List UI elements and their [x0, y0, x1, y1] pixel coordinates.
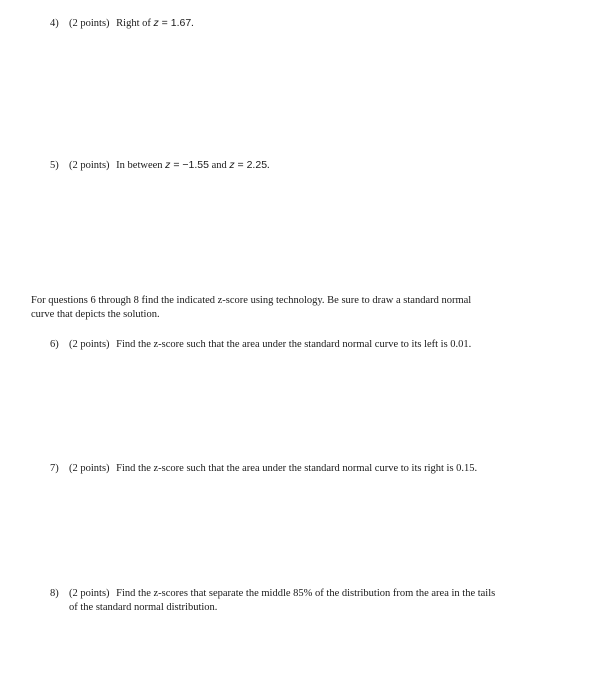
question-number: 6) — [50, 339, 59, 350]
math-expression: z = 1.67 — [153, 17, 192, 29]
question-text: Find the z-scores that separate the middle 85% of the distribution from the area in the tails — [116, 588, 496, 599]
question-text-end: . — [191, 18, 194, 29]
question-number: 5) — [50, 160, 59, 171]
question-text: Right of — [116, 18, 151, 29]
question-6 — [50, 338, 471, 352]
question-number: 7) — [50, 463, 59, 474]
math-expression: z = 2.25 — [229, 159, 268, 171]
instructions — [31, 294, 471, 322]
question-points: (2 points) — [69, 339, 110, 350]
question-points: (2 points) — [69, 18, 110, 29]
math-expression: z = −1.55 — [165, 159, 209, 171]
question-text-mid: and — [211, 160, 227, 171]
question-4 — [50, 16, 194, 31]
question-text-end: . — [267, 160, 270, 171]
question-text-continued: of the standard normal distribution. — [69, 602, 218, 613]
question-8-line-1 — [50, 587, 495, 601]
instructions-line: For questions 6 through 8 find the indicated z-score using technology. Be sure to draw a standard normal — [31, 295, 472, 306]
question-text: Find the z-score such that the area under the standard normal curve to its left is 0.01. — [116, 339, 472, 350]
question-text: Find the z-score such that the area under the standard normal curve to its right is 0.15. — [116, 463, 478, 474]
question-points: (2 points) — [69, 160, 110, 171]
question-number: 4) — [50, 18, 59, 29]
question-points: (2 points) — [69, 588, 110, 599]
instructions-line: curve that depicts the solution. — [31, 309, 160, 320]
question-number: 8) — [50, 588, 59, 599]
question-5 — [50, 158, 270, 173]
question-text: In between — [116, 160, 163, 171]
question-8-line-2 — [50, 601, 495, 615]
question-7 — [50, 462, 477, 476]
question-points: (2 points) — [69, 463, 110, 474]
question-8 — [50, 587, 495, 615]
